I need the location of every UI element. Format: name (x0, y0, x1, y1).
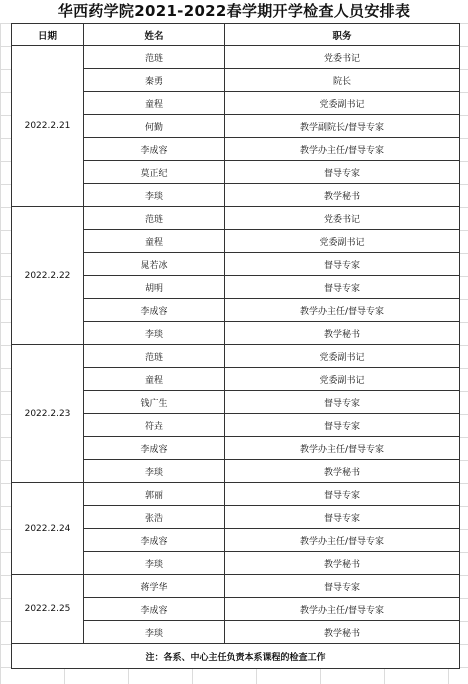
role-cell: 督导专家 (225, 276, 460, 299)
name-cell: 莫正纪 (84, 161, 225, 184)
name-cell: 李成容 (84, 138, 225, 161)
name-cell: 何勤 (84, 115, 225, 138)
role-cell: 督导专家 (225, 575, 460, 598)
date-cell: 2022.2.25 (12, 575, 84, 644)
name-cell: 童程 (84, 92, 225, 115)
name-cell: 张浩 (84, 506, 225, 529)
name-cell: 李成容 (84, 529, 225, 552)
sheet-title: 华西药学院2021-2022春学期开学检查人员安排表 (0, 0, 468, 23)
date-cell: 2022.2.23 (12, 345, 84, 483)
table-row (12, 483, 460, 506)
name-cell: 童程 (84, 368, 225, 391)
name-cell: 李成容 (84, 299, 225, 322)
name-cell: 郭丽 (84, 483, 225, 506)
date-cell: 2022.2.22 (12, 207, 84, 345)
name-cell: 范琏 (84, 345, 225, 368)
name-cell: 李成容 (84, 437, 225, 460)
table-row (12, 575, 460, 598)
name-cell: 李琰 (84, 552, 225, 575)
name-cell: 晁若冰 (84, 253, 225, 276)
role-cell: 教学副院长/督导专家 (225, 115, 460, 138)
role-cell: 督导专家 (225, 253, 460, 276)
header-date: 日期 (12, 24, 84, 46)
footnote: 注：各系、中心主任负责本系课程的检查工作 (12, 644, 460, 669)
role-cell: 教学秘书 (225, 621, 460, 644)
role-cell: 教学办主任/督导专家 (225, 529, 460, 552)
date-cell: 2022.2.24 (12, 483, 84, 575)
role-cell: 党委副书记 (225, 345, 460, 368)
role-cell: 党委副书记 (225, 368, 460, 391)
role-cell: 教学秘书 (225, 184, 460, 207)
role-cell: 党委副书记 (225, 92, 460, 115)
role-cell: 教学秘书 (225, 552, 460, 575)
name-cell: 李成容 (84, 598, 225, 621)
role-cell: 督导专家 (225, 391, 460, 414)
name-cell: 李琰 (84, 621, 225, 644)
name-cell: 李琰 (84, 184, 225, 207)
name-cell: 范琏 (84, 207, 225, 230)
role-cell: 党委副书记 (225, 230, 460, 253)
role-cell: 院长 (225, 69, 460, 92)
table-row (12, 46, 460, 69)
role-cell: 教学办主任/督导专家 (225, 437, 460, 460)
role-cell: 教学办主任/督导专家 (225, 598, 460, 621)
name-cell: 范琏 (84, 46, 225, 69)
name-cell: 符垚 (84, 414, 225, 437)
header-role: 职务 (225, 24, 460, 46)
date-cell: 2022.2.21 (12, 46, 84, 207)
name-cell: 李琰 (84, 322, 225, 345)
schedule-body (12, 46, 460, 644)
role-cell: 督导专家 (225, 414, 460, 437)
role-cell: 督导专家 (225, 483, 460, 506)
table-row (12, 345, 460, 368)
header-name: 姓名 (84, 24, 225, 46)
note-row (12, 644, 460, 669)
role-cell: 教学秘书 (225, 322, 460, 345)
role-cell: 教学办主任/督导专家 (225, 299, 460, 322)
role-cell: 督导专家 (225, 161, 460, 184)
name-cell: 秦勇 (84, 69, 225, 92)
name-cell: 钱广生 (84, 391, 225, 414)
role-cell: 党委书记 (225, 207, 460, 230)
role-cell: 党委书记 (225, 46, 460, 69)
role-cell: 教学办主任/督导专家 (225, 138, 460, 161)
name-cell: 胡明 (84, 276, 225, 299)
role-cell: 教学秘书 (225, 460, 460, 483)
name-cell: 李琰 (84, 460, 225, 483)
role-cell: 督导专家 (225, 506, 460, 529)
schedule-table (11, 23, 460, 669)
name-cell: 童程 (84, 230, 225, 253)
table-row (12, 207, 460, 230)
name-cell: 蒋学华 (84, 575, 225, 598)
header-row (12, 24, 460, 46)
